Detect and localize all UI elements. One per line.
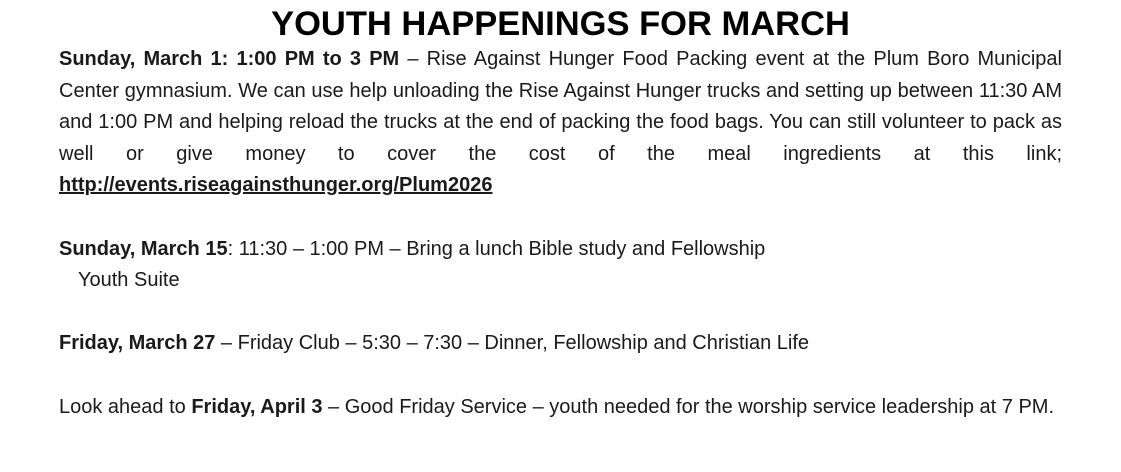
event-date: Friday, April 3: [191, 395, 323, 418]
event-march-27: [59, 328, 1062, 360]
spacer: [59, 202, 1062, 234]
event-date: Sunday, March 1: 1:00 PM to 3 PM: [59, 48, 400, 70]
event-location: Youth Suite: [78, 269, 180, 292]
event-description: – Friday Club – 5:30 – 7:30 – Dinner, Fellowship and Christian Life: [215, 332, 810, 355]
event-date: Friday, March 27: [59, 332, 216, 355]
event-prefix: Look ahead to: [59, 395, 192, 418]
event-description: : 11:30 – 1:00 PM – Bring a lunch Bible study and Fellowship: [227, 237, 766, 260]
signup-link[interactable]: http://events.riseagainsthunger.org/Plum2026: [59, 174, 493, 197]
event-description: – Good Friday Service – youth needed for the worship service leadership at 7 PM.: [322, 395, 1054, 418]
spacer: [59, 360, 1062, 392]
event-march-1: [59, 44, 1062, 202]
event-date: Sunday, March 15: [59, 237, 228, 260]
spacer: [59, 297, 1062, 329]
page-title: YOUTH HAPPENINGS FOR MARCH: [271, 5, 850, 43]
event-april-3: [59, 392, 1062, 424]
event-description: – Rise Against Hunger Food Packing event at the Plum Boro Municipal Center gymnasium. We can use help unloading the Rise Against Hunger trucks and setting up between 11:30 AM and 1:00 PM and helping reload the trucks at the end of packing the food bags. You can still volunteer to pack as well or give money to cover the cost of the meal ingredients at this link;: [59, 48, 1062, 165]
event-march-15: [59, 234, 1062, 266]
events-list: [59, 44, 1062, 423]
